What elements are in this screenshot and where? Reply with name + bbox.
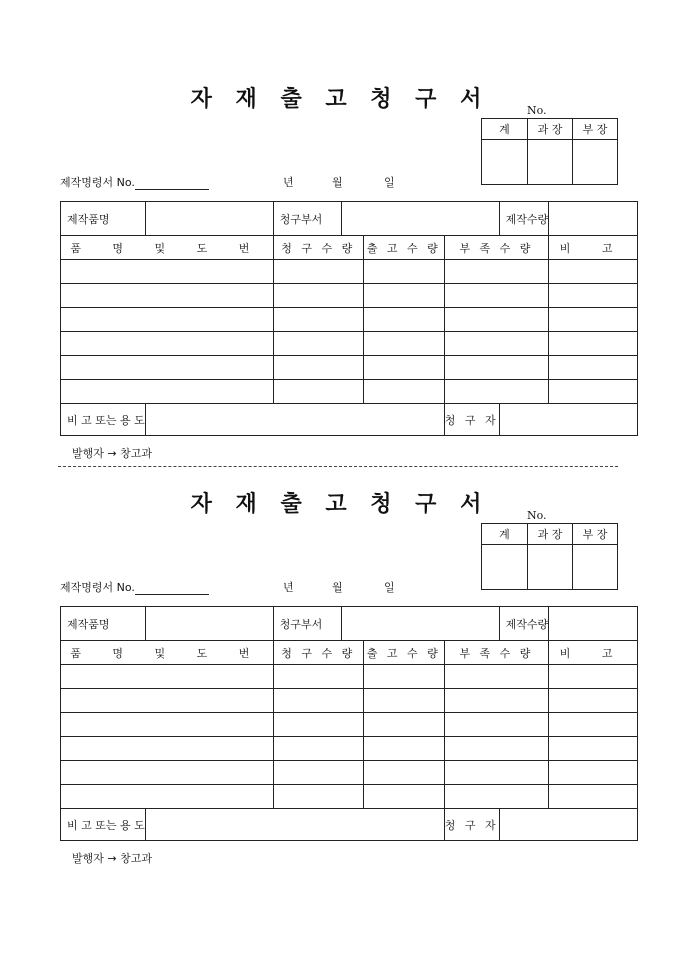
table-row <box>61 332 638 356</box>
issue-qty-cell[interactable] <box>363 332 444 356</box>
approval-header-manager: 과 장 <box>528 524 573 545</box>
production-qty-label: 제작수량 <box>499 607 549 641</box>
shortage-qty-cell[interactable] <box>444 689 548 713</box>
request-qty-cell[interactable] <box>273 332 363 356</box>
item-cell[interactable] <box>61 308 274 332</box>
shortage-qty-cell[interactable] <box>444 713 548 737</box>
remark-row <box>61 809 638 841</box>
table-row <box>61 356 638 380</box>
production-qty-field[interactable] <box>549 607 638 641</box>
request-qty-cell[interactable] <box>273 761 363 785</box>
form-title: 자 재 출 고 청 구 서 <box>190 86 490 112</box>
item-cell[interactable] <box>61 785 274 809</box>
remarks-cell[interactable] <box>549 713 638 737</box>
date-year: 년 <box>283 581 294 594</box>
approval-sign-director[interactable] <box>573 140 618 185</box>
header-request-qty: 청 구 수 량 <box>273 641 363 665</box>
date-year: 년 <box>283 176 294 189</box>
shortage-qty-cell[interactable] <box>444 260 548 284</box>
request-dept-field[interactable] <box>341 607 499 641</box>
request-qty-cell[interactable] <box>273 356 363 380</box>
header-shortage-qty: 부 족 수 량 <box>444 236 548 260</box>
remarks-cell[interactable] <box>549 356 638 380</box>
info-row <box>61 607 638 641</box>
table-row <box>61 761 638 785</box>
shortage-qty-cell[interactable] <box>444 737 548 761</box>
header-row <box>61 236 638 260</box>
issue-qty-cell[interactable] <box>363 260 444 284</box>
requester-field[interactable] <box>499 809 638 841</box>
request-qty-cell[interactable] <box>273 284 363 308</box>
request-qty-cell[interactable] <box>273 689 363 713</box>
shortage-qty-cell[interactable] <box>444 356 548 380</box>
shortage-qty-cell[interactable] <box>444 785 548 809</box>
order-number-label: 제작명령서 No. <box>60 176 135 189</box>
remarks-cell[interactable] <box>549 689 638 713</box>
requester-label: 청 구 자 <box>444 404 499 436</box>
order-number-field[interactable] <box>135 582 209 595</box>
item-cell[interactable] <box>61 713 274 737</box>
approval-sign-manager[interactable] <box>528 140 573 185</box>
remarks-cell[interactable] <box>549 284 638 308</box>
info-row <box>61 202 638 236</box>
table-row <box>61 689 638 713</box>
request-qty-cell[interactable] <box>273 380 363 404</box>
approval-sign-manager[interactable] <box>528 545 573 590</box>
approval-no-label: No. <box>527 104 547 117</box>
shortage-qty-cell[interactable] <box>444 380 548 404</box>
request-qty-cell[interactable] <box>273 785 363 809</box>
issue-qty-cell[interactable] <box>363 380 444 404</box>
requisition-form-1 <box>0 0 680 460</box>
requisition-table <box>60 606 638 841</box>
product-name-field[interactable] <box>145 202 273 236</box>
request-dept-field[interactable] <box>341 202 499 236</box>
table-row <box>61 785 638 809</box>
approval-header-staff: 계 <box>482 524 528 545</box>
remarks-cell[interactable] <box>549 761 638 785</box>
table-row <box>61 737 638 761</box>
remarks-cell[interactable] <box>549 308 638 332</box>
approval-no-label: No. <box>527 509 547 522</box>
request-qty-cell[interactable] <box>273 308 363 332</box>
remarks-cell[interactable] <box>549 380 638 404</box>
item-cell[interactable] <box>61 260 274 284</box>
header-row <box>61 641 638 665</box>
product-name-label: 제작품명 <box>61 202 146 236</box>
header-issue-qty: 출 고 수 량 <box>363 641 444 665</box>
approval-box <box>481 523 618 590</box>
header-request-qty: 청 구 수 량 <box>273 236 363 260</box>
issue-qty-cell[interactable] <box>363 665 444 689</box>
issue-qty-cell[interactable] <box>363 713 444 737</box>
request-dept-label: 청구부서 <box>273 607 341 641</box>
issuer-note: 발행자 → 창고과 <box>72 447 152 460</box>
table-row <box>61 665 638 689</box>
request-dept-label: 청구부서 <box>273 202 341 236</box>
header-remarks: 비 고 <box>549 236 638 260</box>
shortage-qty-cell[interactable] <box>444 284 548 308</box>
approval-header-manager: 과 장 <box>528 119 573 140</box>
approval-header-director: 부 장 <box>573 524 618 545</box>
date-day: 일 <box>384 176 395 189</box>
request-qty-cell[interactable] <box>273 737 363 761</box>
issue-qty-cell[interactable] <box>363 284 444 308</box>
approval-sign-staff[interactable] <box>482 140 528 185</box>
date-month: 월 <box>332 176 343 189</box>
requisition-form-2 <box>0 405 680 865</box>
table-row <box>61 308 638 332</box>
shortage-qty-cell[interactable] <box>444 761 548 785</box>
date-day: 일 <box>384 581 395 594</box>
approval-header-staff: 계 <box>482 119 528 140</box>
requisition-table <box>60 201 638 436</box>
header-item-drawing: 품 명 및 도 번 <box>61 641 274 665</box>
remarks-cell[interactable] <box>549 332 638 356</box>
request-qty-cell[interactable] <box>273 665 363 689</box>
shortage-qty-cell[interactable] <box>444 665 548 689</box>
remarks-cell[interactable] <box>549 665 638 689</box>
item-cell[interactable] <box>61 380 274 404</box>
issue-qty-cell[interactable] <box>363 737 444 761</box>
approval-sign-director[interactable] <box>573 545 618 590</box>
request-qty-cell[interactable] <box>273 713 363 737</box>
issuer-note: 발행자 → 창고과 <box>72 852 152 865</box>
table-row <box>61 380 638 404</box>
issue-qty-cell[interactable] <box>363 689 444 713</box>
header-issue-qty: 출 고 수 량 <box>363 236 444 260</box>
form-title: 자 재 출 고 청 구 서 <box>190 491 490 517</box>
remarks-cell[interactable] <box>549 785 638 809</box>
issue-qty-cell[interactable] <box>363 785 444 809</box>
header-remarks: 비 고 <box>549 641 638 665</box>
item-cell[interactable] <box>61 356 274 380</box>
order-number-line <box>60 174 209 190</box>
production-qty-label: 제작수량 <box>499 202 549 236</box>
issue-qty-cell[interactable] <box>363 308 444 332</box>
shortage-qty-cell[interactable] <box>444 308 548 332</box>
requester-label: 청 구 자 <box>444 809 499 841</box>
header-shortage-qty: 부 족 수 량 <box>444 641 548 665</box>
item-cell[interactable] <box>61 689 274 713</box>
approval-sign-staff[interactable] <box>482 545 528 590</box>
remark-label: 비 고 또는 용 도 <box>61 809 146 841</box>
issue-qty-cell[interactable] <box>363 761 444 785</box>
item-cell[interactable] <box>61 332 274 356</box>
product-name-field[interactable] <box>145 607 273 641</box>
table-row <box>61 260 638 284</box>
item-cell[interactable] <box>61 761 274 785</box>
approval-box <box>481 118 618 185</box>
order-number-line <box>60 579 209 595</box>
shortage-qty-cell[interactable] <box>444 332 548 356</box>
production-qty-field[interactable] <box>549 202 638 236</box>
remarks-cell[interactable] <box>549 737 638 761</box>
issue-qty-cell[interactable] <box>363 356 444 380</box>
item-cell[interactable] <box>61 737 274 761</box>
item-cell[interactable] <box>61 665 274 689</box>
remarks-cell[interactable] <box>549 260 638 284</box>
remark-label: 비 고 또는 용 도 <box>61 404 146 436</box>
item-cell[interactable] <box>61 284 274 308</box>
table-row <box>61 284 638 308</box>
order-number-label: 제작명령서 No. <box>60 581 135 594</box>
header-item-drawing: 품 명 및 도 번 <box>61 236 274 260</box>
approval-header-director: 부 장 <box>573 119 618 140</box>
remark-field[interactable] <box>145 809 444 841</box>
date-month: 월 <box>332 581 343 594</box>
request-qty-cell[interactable] <box>273 260 363 284</box>
table-row <box>61 713 638 737</box>
order-number-field[interactable] <box>135 177 209 190</box>
product-name-label: 제작품명 <box>61 607 146 641</box>
